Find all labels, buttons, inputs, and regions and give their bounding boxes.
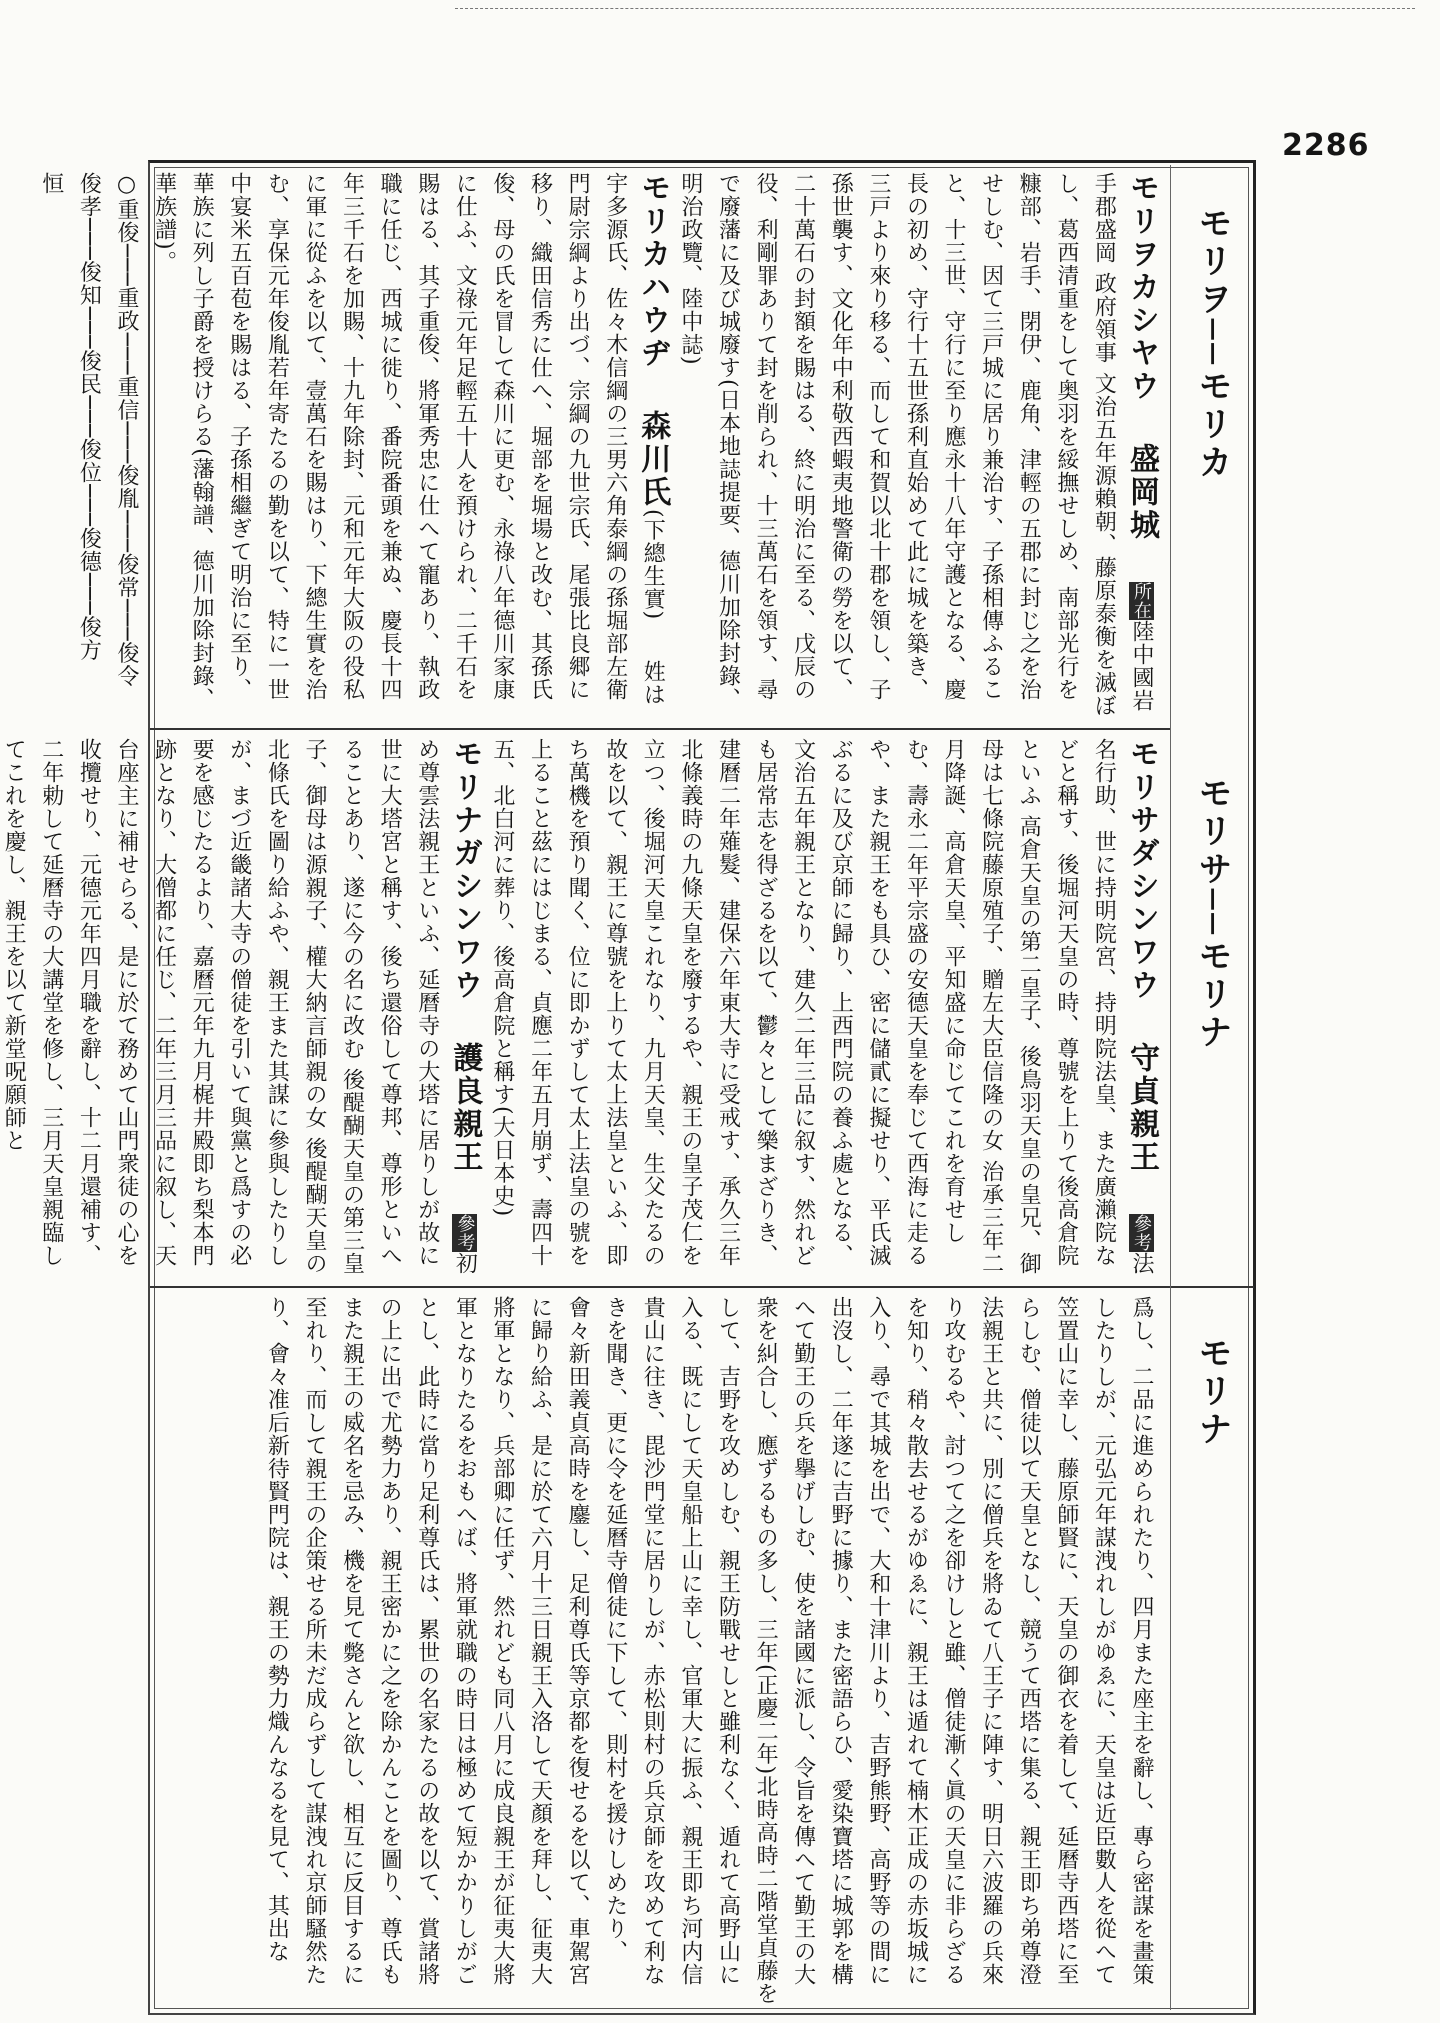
genealogy-line-1: ○重俊───重政───重信───俊胤───俊常───俊令 — [113, 172, 139, 688]
entry-morikawa — [145, 172, 671, 720]
headword-morioka: モリヲカシヤウ — [1124, 172, 1159, 403]
top-dotted-rule — [455, 8, 1415, 9]
genealogy-line-3: 恒 — [38, 172, 64, 195]
name-morinaga: 護良親王 — [447, 1042, 483, 1174]
running-head-middle: モリサ──モリナ — [1192, 775, 1232, 1052]
headword-morisada: モリサダシンワウ — [1124, 738, 1159, 1002]
section-divider-bottom — [150, 1286, 1254, 1288]
entry-morioka — [671, 172, 1160, 720]
entry-morinaga-continued: 爲し、二品に進められたり、四月また座主を辭し、專ら密謀を畫策したりしが、元弘元年謀洩れしがゆゑに、天皇は近臣數人を從へて笠置山に幸し、藤原師賢に、天皇の御衣を着して、延曆寺西塔に至らしむ、僧徒以て天皇となし、競うて西塔に集る、親王即ち弟尊澄法親王と共に、別に僧兵を將ゐて八王子に陣す、明日六波羅の兵來り攻むるや、討つて之を卻けしと雖、僧徒漸く眞の天皇に非らざるを知り、稍々散去せるがゆゑに、親王は遁れて楠木正成の赤坂城に入り、尋で其城を出で、大和十津川より、吉野熊野、高野等の間に出沒し、二年遂に吉野に據り、また密語らひ、愛染寶塔に城郭を構へて勤王の兵を擧げしむ、使を諸國に派し、令旨を傳へて勤王の大衆を糾合し、應ずるもの多し、三年(正慶二年)北時高時二階堂貞藤をして、吉野を攻めしむ、親王防戰せしと雖利なく、遁れて高野山に入る、既にして天皇船上山に幸し、官軍大に振ふ、親王即ち河内信貴山に往き、毘沙門堂に居りしが、赤松則村の兵京師を攻めて利なきを聞き、更に令を延曆寺僧徒に下して、則村を援けしめたり、會々新田義貞高時を鏖し、足利尊氏等京都を復せるを以て、車駕宮に歸り給ふ、是に於て六月十三日親王入洛して天顏を拜し、征夷大將軍となり、兵部卿に任ず、然れども同八月に成良親王が征夷大將軍となりたるをおもへば、將軍就職の時日は極めて短かかりしがごとし、此時に當り足利尊氏は、累世の名家たるの故を以て、賞諸將の上に出で尤勢力あり、親王密かに之を除かんことを圖り、尊氏もまた親王の威名を忌み、機を見て斃さんと欲し、相互に反目するに至れり、而して親王の企策せる所未だ成らずして謀洩れ京師騷然たり、會々准后新待賢門院は、親王の勢力熾んなるを見て、其出な — [264, 1296, 1154, 2006]
entry-morisada — [483, 738, 1160, 1278]
running-head-rule — [1170, 165, 1171, 2010]
page-number: 2286 — [1282, 128, 1370, 163]
tag-morinaga: 參考 — [454, 1214, 476, 1252]
name-morisada: 守貞親王 — [1124, 1042, 1159, 1174]
body-morisada: 法名行助、世に持明院宮、持明院法皇、また廣瀨院などと稱す、後堀河天皇の時、尊號を上りて後高倉院といふ 高倉天皇の第二皇子、後鳥羽天皇の皇兄、御母は七條院藤原殖子、贈左大臣信隆の女 治承三年二月降誕、高倉天皇、平知盛に命じてこれを育せしむ、壽永二年平宗盛の安德天皇を奉じて西海に走るや、また親王をも具ひ、密に儲貳に擬せり、平氏滅ぶるに及び京師に歸り、上西門院の養ふ處となる、文治五年親王となり、建久二年三品に叙す、然れども居常志を得ざるを以て、鬱々として樂まざりき、建曆二年薙髮、建保六年東大寺に受戒す、承久三年北條義時の九條天皇を廢するや、親王の皇子茂仁を立つ、後堀河天皇これなり、九月天皇、生父たるの故を以て、親王に尊號を上りて太上法皇といふ、即ち萬機を預り聞く、位に即かずして太上法皇の號を上ること茲にはじまる、貞應二年五月崩ず、壽四十五、北白河に葬り、後高倉院と稱す(大日本史) — [489, 738, 1154, 1275]
headword-morinaga: モリナガシンワウ — [447, 738, 483, 1002]
section-divider-top — [150, 728, 1170, 730]
body-morikawa: 姓は宇多源氏、佐々木信綱の三男六角泰綱の孫堀部左衛門尉宗綱より出づ、宗綱の九世宗氏、尾張比良郷に移り、織田信秀に仕へ、堀部を堀場と改む、其孫氏俊、母の氏を冒して森川に更む、永祿八年德川家康に仕ふ、文祿元年足輕五十人を預けられ、二千石を賜はる、其子重俊、將軍秀忠に仕へて寵あり、執政職に任じ、西城に徙り、番院番頭を兼ぬ、慶長十四年三千石を加賜、十九年除封、元和元年大阪の役私に軍に從ふを以て、壹萬石を賜はり、下總生實を治む、享保元年俊胤若年寄たるの勤を以て、特に一世中宴米五百苞を賜はる、子孫相繼ぎて明治に至り、華族に列し子爵を授けらる(藩翰譜、德川加除封錄、華族譜)。 — [151, 172, 666, 711]
bottom-section — [160, 1296, 1160, 2006]
middle-section — [1, 738, 1160, 1278]
body-morioka: 岩手郡盛岡 政府領事 文治五年源賴朝、藤原泰衡を滅ぼし、葛西清重をして奥羽を綏撫せしめ、南部光行を糠部、岩手、閉伊、鹿角、津輕の五郡に封じ之を治せしむ、因て三戸城に居り兼治す、子孫相傳ふること、十三世、守行に至り應永十八年守護となる、慶長の初め、守行十五世孫利直始めて此に城を築き、三戸より來り移る、而して和賀以北十郡を領し、子孫世襲す、文化年中利敬西蝦夷地警衛の勞を以て、二十萬石の封額を賜はる、終に明治に至る、戊辰の役、利剛罪ありて封を削られ、十三萬石を領す、尋で廢藩に及び城廢す(日本地誌提要、德川加除封錄、明治政覽、陸中誌) — [677, 172, 1154, 717]
tag-morisada: 參考 — [1131, 1214, 1152, 1252]
castle-name: 盛岡城 — [1124, 443, 1159, 542]
location-text: 陸中國 — [1129, 620, 1154, 689]
running-head-top: モリヲ──モリカ — [1192, 205, 1232, 482]
body-morinaga: 初め尊雲法親王といふ、延曆寺の大塔に居りしが故に世に大塔宮と稱す、後ち還俗して尊邦、尊形といへることあり、遂に今の名に改む 後醍醐天皇の第三皇子、御母は源親子、權大納言師親の女 後醍醐天皇の北條氏を圖り給ふや、親王また其謀に參與したりしが、まづ近畿諸大寺の僧徒を引いて與黨と爲すの必要を感じたるより、嘉曆元年九月梶井殿即ち梨本門跡となり、大僧都に任じ、二年三月三品に叙し、天台座主に補せらる、是に於て務めて山門衆徒の心を收攬せり、元德元年四月職を辭し、十二月還補す、二年勅して延曆寺の大講堂を修し、三月天皇親臨してこれを慶し、親王を以て新堂呪願師と — [1, 738, 478, 1275]
genealogy-line-2: 俊孝───俊知───俊民───俊位───俊德───俊方 — [76, 172, 102, 662]
top-section — [38, 172, 1160, 720]
family-name: 森川氏 — [635, 410, 671, 509]
entry-morinaga — [0, 738, 483, 1278]
headword-morikawa: モリカハウヂ — [635, 172, 671, 370]
running-head-bottom: モリナ — [1192, 1335, 1232, 1449]
family-note: (下總生實) — [640, 509, 666, 621]
location-tag: 所在 — [1131, 582, 1152, 620]
